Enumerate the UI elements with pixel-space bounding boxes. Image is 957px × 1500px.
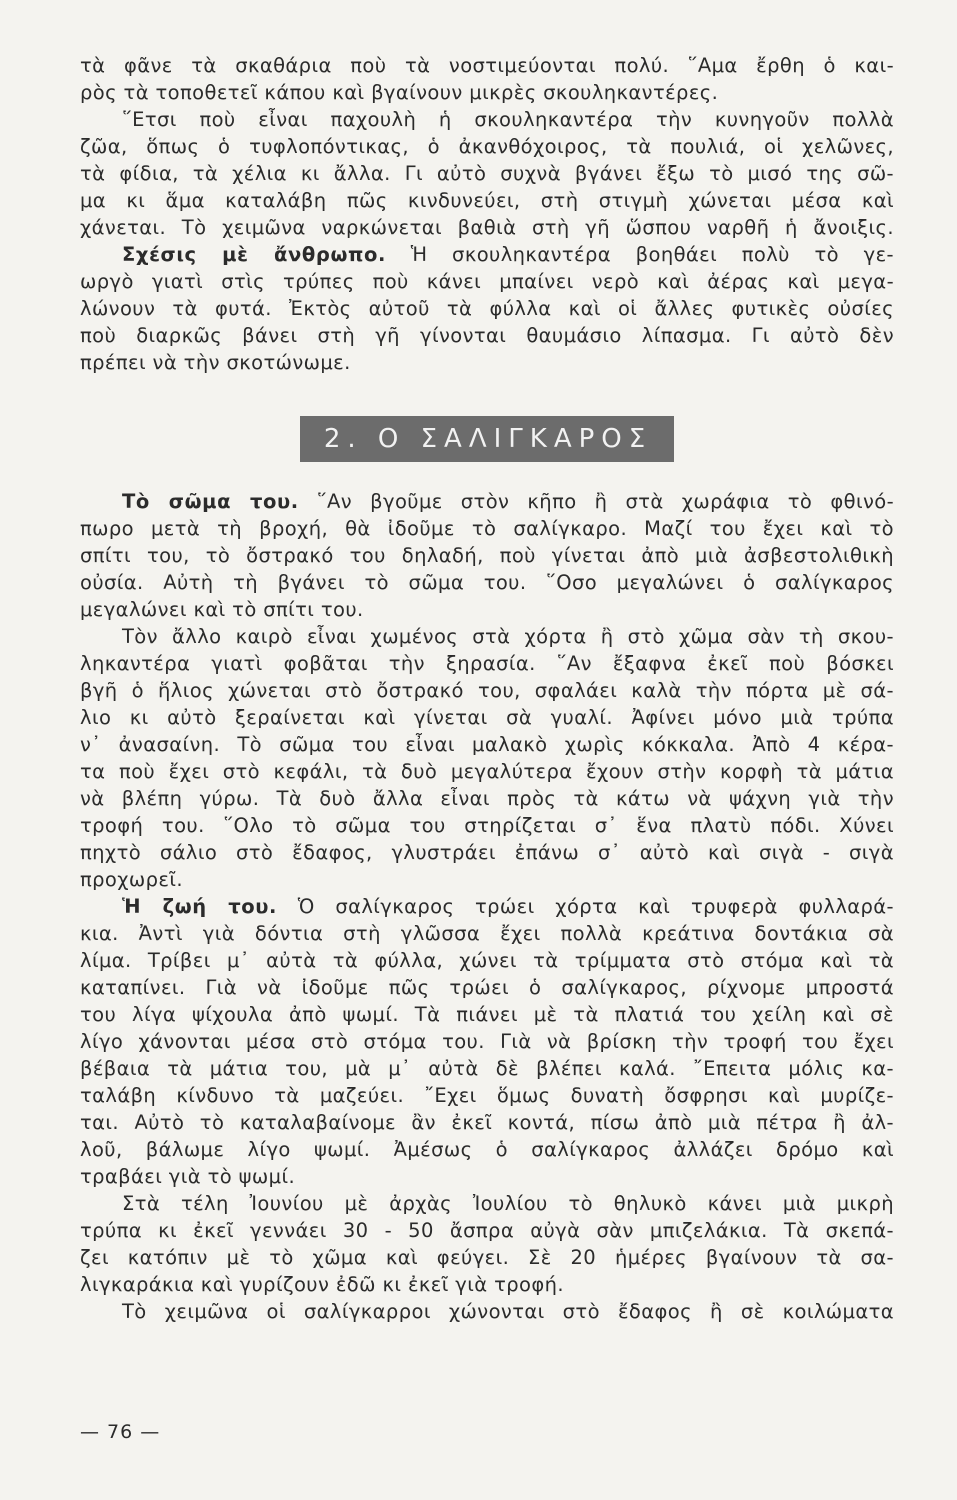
text-line: τρύπα κι ἐκεῖ γεννάει 30 - 50 ἄσπρα αὐγὰ σὰν μπιζελάκια. Τὰ σκεπά- — [80, 1219, 894, 1242]
text-line: του λίγα ψίχουλα ἀπὸ ψωμί. Τὰ πιάνει μὲ τὰ πλατιά του χείλη καὶ σὲ — [80, 1003, 894, 1026]
text-line: βγῆ ὁ ἥλιος χώνεται στὸ ὄστρακό του, σφαλάει καλὰ τὴν πόρτα μὲ σά- — [80, 679, 894, 702]
subheading-relation: Σχέσις μὲ ἄνθρωπο. — [122, 243, 387, 266]
page-body — [80, 52, 894, 1325]
text-line: νὰ βλέπη γύρω. Τὰ δυὸ ἄλλα εἶναι πρὸς τὰ κάτω νὰ ψάχνη γιὰ τὴν — [80, 787, 894, 810]
text-line: τὰ φίδια, τὰ χέλια κι ἄλλα. Γι αὐτὸ συχνὰ βγάνει ἔξω τὸ μισό της σῶ- — [80, 162, 894, 185]
text-line: ληκαντέρα γιατὶ φοβᾶται τὴν ξηρασία. ῞Αν ἔξαφνα ἐκεῖ ποὺ βόσκει — [80, 652, 894, 675]
text-line: μεγαλώνει καὶ τὸ σπίτι του. — [80, 598, 364, 621]
text-line: ωργὸ γιατὶ στὶς τρύπες ποὺ κάνει μπαίνει νερὸ καὶ ἀέρας καὶ μεγα- — [80, 270, 894, 293]
text-line: ῞Ετσι ποὺ εἶναι παχουλὴ ἡ σκουληκαντέρα τὴν κυνηγοῦν πολλὰ — [122, 108, 894, 131]
text-line: σπίτι του, τὸ ὄστρακό του δηλαδή, ποὺ γίνεται ἀπὸ μιὰ ἀσβεστολιθικὴ — [80, 544, 894, 567]
text-fragment: Ὁ σαλίγκαρος τρώει χόρτα καὶ τρυφερὰ φυλλαρά- — [277, 895, 894, 918]
text-fragment: Ἡ σκουληκαντέρα βοηθάει πολὺ τὸ γε- — [386, 243, 894, 266]
text-line: τραβάει γιὰ τὸ ψωμί. — [80, 1165, 296, 1188]
section-heading: 2. Ο ΣΑΛΙΓΚΑΡΟΣ — [300, 416, 674, 462]
page-number: — 76 — — [80, 1421, 161, 1443]
text-line — [80, 241, 894, 268]
text-line: πηχτὸ σάλιο στὸ ἔδαφος, γλυστράει ἐπάνω σ᾽ αὐτὸ καὶ σιγὰ - σιγὰ — [80, 841, 894, 864]
text-line: ποὺ διαρκῶς βάνει στὴ γῆ γίνονται θαυμάσιο λίπασμα. Γι αὐτὸ δὲν — [80, 324, 894, 347]
section-heading-wrap — [80, 416, 894, 462]
text-line — [80, 893, 894, 920]
text-line: Τὸν ἄλλο καιρὸ εἶναι χωμένος στὰ χόρτα ἢ στὸ χῶμα σὰν τὴ σκου- — [122, 625, 894, 648]
paragraph-winter — [80, 1298, 894, 1325]
text-line: καταπίνει. Γιὰ νὰ ἰδοῦμε πῶς τρώει ὁ σαλίγκαρος, ρίχνομε μπροστά — [80, 976, 894, 999]
text-line: βέβαια τὰ μάτια του, μὰ μ᾽ αὐτὰ δὲ βλέπει καλά. ῎Επειτα μόλις κα- — [80, 1057, 894, 1080]
text-line: Στὰ τέλη Ἰουνίου μὲ ἀρχὰς Ἰουλίου τὸ θηλυκὸ κάνει μιὰ μικρὴ — [122, 1192, 894, 1215]
text-line: πωρο μετὰ τὴ βροχή, θὰ ἰδοῦμε τὸ σαλίγκαρο. Μαζί του ἔχει καὶ τὸ — [80, 517, 894, 540]
text-line: λιγκαράκια καὶ γυρίζουν ἐδῶ κι ἐκεῖ γιὰ τροφή. — [80, 1273, 564, 1296]
text-line: κια. Ἀντὶ γιὰ δόντια στὴ γλῶσσα ἔχει πολλὰ κρεάτινα δοντάκια σὰ — [80, 922, 894, 945]
text-line: ζῶα, ὅπως ὁ τυφλοπόντικας, ὁ ἀκανθόχοιρος, τὰ πουλιά, οἱ χελῶνες, — [80, 135, 894, 158]
text-line: ν᾽ ἀνασαίνη. Τὸ σῶμα του εἶναι μαλακὸ χωρὶς κόκκαλα. Ἀπὸ 4 κέρα- — [80, 733, 894, 756]
subheading-life: Ἡ ζωή του. — [122, 895, 278, 918]
text-line: ζει κατόπιν μὲ τὸ χῶμα καὶ φεύγει. Σὲ 20 ἡμέρες βγαίνουν τὰ σα- — [80, 1246, 894, 1269]
paragraph-body — [80, 488, 894, 623]
text-line: λίγο χάνονται μέσα στὸ στόμα του. Γιὰ νὰ βρίσκη τὴν τροφή του ἔχει — [80, 1030, 894, 1053]
text-line: λίμα. Τρίβει μ᾽ αὐτὰ τὰ φύλλα, χώνει τὰ τρίμματα στὸ στόμα καὶ τὰ — [80, 949, 894, 972]
text-line: τὰ φᾶνε τὰ σκαθάρια ποὺ τὰ νοστιμεύονται πολύ. ῞Αμα ἔρθη ὁ και- — [80, 54, 894, 77]
text-line: λώνουν τὰ φυτά. Ἐκτὸς αὐτοῦ τὰ φύλλα καὶ οἱ ἄλλες φυτικὲς οὐσίες — [80, 297, 894, 320]
text-line: λοῦ, βάλωμε λίγο ψωμί. Ἀμέσως ὁ σαλίγκαρος ἀλλάζει δρόμο καὶ — [80, 1138, 894, 1161]
paragraph-shell — [80, 623, 894, 893]
text-line: Τὸ χειμῶνα οἱ σαλίγκαρροι χώνονται στὸ ἔδαφος ἢ σὲ κοιλώματα — [122, 1300, 894, 1323]
paragraph-life — [80, 893, 894, 1190]
text-line — [80, 488, 894, 515]
text-line: μα κι ἅμα καταλάβη πῶς κινδυνεύει, στὴ στιγμὴ χώνεται μέσα καὶ — [80, 189, 894, 212]
text-line: τροφή του. ῞Ολο τὸ σῶμα του στηρίζεται σ᾽ ἕνα πλατὺ πόδι. Χύνει — [80, 814, 894, 837]
text-line: χάνεται. Τὸ χειμῶνα ναρκώνεται βαθιὰ στὴ γῆ ὥσπου ναρθῆ ἡ ἄνοιξις. — [80, 216, 894, 239]
paragraph-eggs — [80, 1190, 894, 1298]
text-line: πρέπει νὰ τὴν σκοτώνωμε. — [80, 351, 351, 374]
paragraph-earthworm-end — [80, 52, 894, 241]
text-line: οὐσία. Αὐτὴ τὴ βγάνει τὸ σῶμα του. ῞Οσο μεγαλώνει ὁ σαλίγκαρος — [80, 571, 894, 594]
text-line: ται. Αὐτὸ τὸ καταλαβαίνομε ἂν ἐκεῖ κοντά, πίσω ἀπὸ μιὰ πέτρα ἢ ἀλ- — [80, 1111, 894, 1134]
subheading-body: Τὸ σῶμα του. — [122, 490, 299, 513]
paragraph-relation-to-man — [80, 241, 894, 376]
text-fragment: ῞Αν βγοῦμε στὸν κῆπο ἢ στὰ χωράφια τὸ φθινό- — [298, 490, 895, 513]
text-line: τα ποὺ ἔχει στὸ κεφάλι, τὰ δυὸ μεγαλύτερα ἔχουν στὴν κορφὴ τὰ μάτια — [80, 760, 894, 783]
text-line: ρὸς τὰ τοποθετεῖ κάπου καὶ βγαίνουν μικρὲς σκουληκαντέρες. — [80, 81, 719, 104]
text-line: προχωρεῖ. — [80, 868, 183, 891]
text-line: ταλάβη κίνδυνο τὰ μαζεύει. ῎Εχει ὅμως δυνατὴ ὄσφρησι καὶ μυρίζε- — [80, 1084, 894, 1107]
text-line: λιο κι αὐτὸ ξεραίνεται καὶ γίνεται σὰ γυαλί. Ἀφίνει μόνο μιὰ τρύπα — [80, 706, 894, 729]
